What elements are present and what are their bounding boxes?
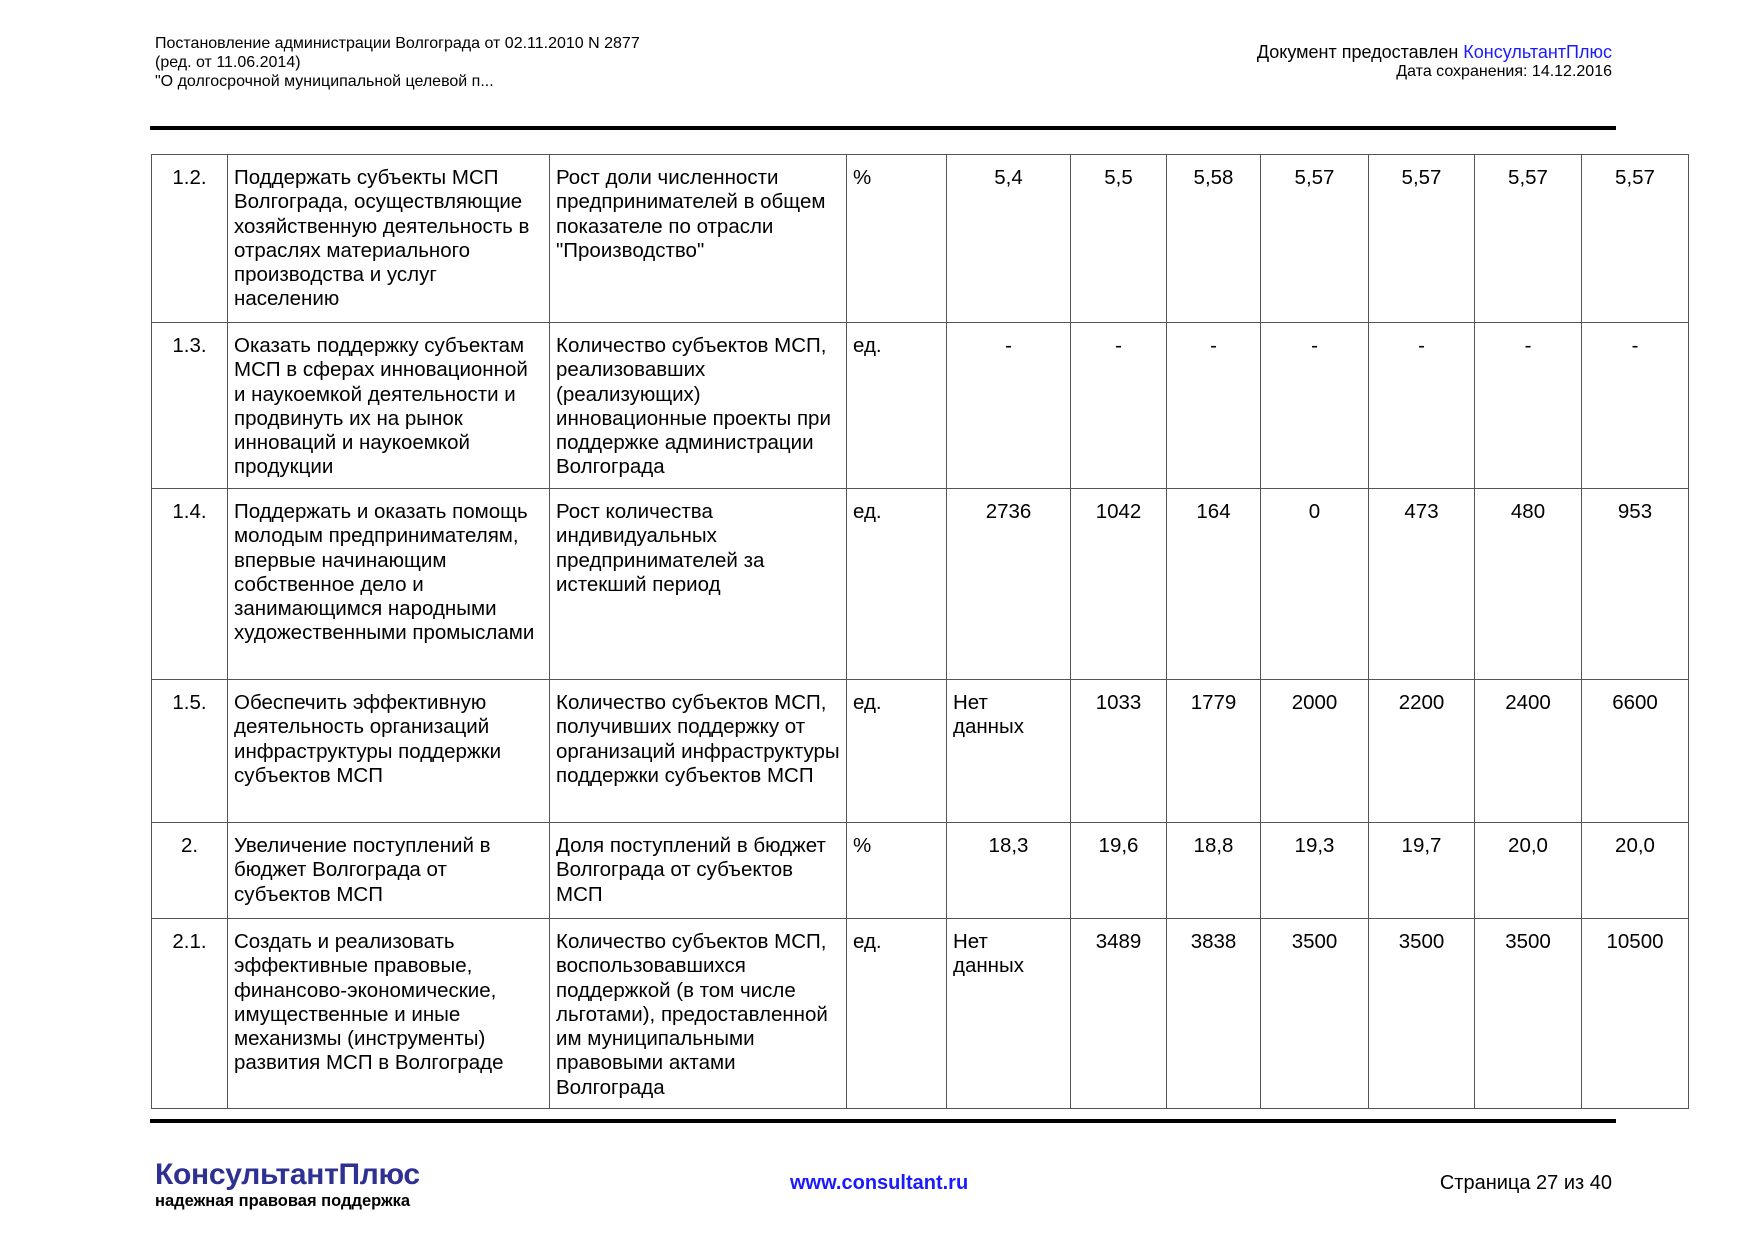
consultantplus-logo: КонсультантПлюс	[155, 1158, 420, 1191]
row-number: 2.1.	[152, 919, 228, 1109]
value-cell: 1042	[1071, 489, 1167, 680]
value-cell: -	[947, 323, 1071, 489]
unit-cell: ед.	[847, 680, 947, 823]
unit-cell: ед.	[847, 919, 947, 1109]
value-cell: 480	[1475, 489, 1582, 680]
value-cell: -	[1167, 323, 1261, 489]
value-cell: 10500	[1582, 919, 1689, 1109]
value-cell: 18,8	[1167, 823, 1261, 919]
value-cell: 953	[1582, 489, 1689, 680]
document-title-line-3: "О долгосрочной муниципальной целевой п...	[155, 73, 494, 90]
footer-divider	[150, 1119, 1616, 1123]
value-cell: 1033	[1071, 680, 1167, 823]
task-cell: Обеспечить эффективную деятельность организаций инфраструктуры поддержки субъектов МСП	[228, 680, 550, 823]
document-title-line-2: (ред. от 11.06.2014)	[155, 54, 301, 71]
indicators-table	[151, 154, 1689, 1109]
value-cell: 18,3	[947, 823, 1071, 919]
value-cell: 1779	[1167, 680, 1261, 823]
value-cell: 2736	[947, 489, 1071, 680]
indicator-cell: Доля поступлений в бюджет Волгограда от субъектов МСП	[550, 823, 847, 919]
value-cell: 473	[1369, 489, 1475, 680]
value-cell: 3500	[1261, 919, 1369, 1109]
task-cell: Оказать поддержку субъектам МСП в сферах инновационной и наукоемкой деятельности и продвинуть их на рынок инноваций и наукоемкой продукции	[228, 323, 550, 489]
table-row	[152, 823, 1689, 919]
table-row	[152, 155, 1689, 323]
value-cell: 19,7	[1369, 823, 1475, 919]
indicator-cell: Рост доли численности предпринимателей в общем показателе по отрасли "Производство"	[550, 155, 847, 323]
row-number: 1.2.	[152, 155, 228, 323]
value-cell: 5,57	[1582, 155, 1689, 323]
value-cell: 5,57	[1475, 155, 1582, 323]
task-cell: Увеличение поступлений в бюджет Волгограда от субъектов МСП	[228, 823, 550, 919]
row-number: 1.5.	[152, 680, 228, 823]
provided-by-label: Документ предоставлен	[1256, 42, 1464, 62]
indicator-cell: Количество субъектов МСП, воспользовавшихся поддержкой (в том числе льготами), предоставленной им муниципальными правовыми актами Волгограда	[550, 919, 847, 1109]
unit-cell: ед.	[847, 489, 947, 680]
value-cell: -	[1369, 323, 1475, 489]
value-cell: -	[1261, 323, 1369, 489]
value-cell: -	[1475, 323, 1582, 489]
document-title	[155, 34, 640, 91]
unit-cell: ед.	[847, 323, 947, 489]
value-cell: 5,5	[1071, 155, 1167, 323]
value-cell: 19,3	[1261, 823, 1369, 919]
value-cell: 5,58	[1167, 155, 1261, 323]
unit-cell: %	[847, 823, 947, 919]
provider-info	[1257, 42, 1612, 81]
indicator-cell: Рост количества индивидуальных предпринимателей за истекший период	[550, 489, 847, 680]
document-title-line-1: Постановление администрации Волгограда от 02.11.2010 N 2877	[155, 35, 640, 52]
table-row	[152, 919, 1689, 1109]
value-cell: 2000	[1261, 680, 1369, 823]
task-cell: Поддержать субъекты МСП Волгограда, осуществляющие хозяйственную деятельность в отраслях материального производства и услуг населению	[228, 155, 550, 323]
value-cell: 2400	[1475, 680, 1582, 823]
logo-tagline: надежная правовая поддержка	[155, 1192, 411, 1210]
header-divider	[150, 126, 1616, 130]
value-cell: 6600	[1582, 680, 1689, 823]
row-number: 1.4.	[152, 489, 228, 680]
value-cell: 5,4	[947, 155, 1071, 323]
value-cell: 0	[1261, 489, 1369, 680]
value-cell: 19,6	[1071, 823, 1167, 919]
value-cell: 3500	[1475, 919, 1582, 1109]
save-date: Дата сохранения: 14.12.2016	[1396, 63, 1612, 80]
unit-cell: %	[847, 155, 947, 323]
indicator-cell: Количество субъектов МСП, получивших поддержку от организаций инфраструктуры поддержки субъектов МСП	[550, 680, 847, 823]
value-cell: 3500	[1369, 919, 1475, 1109]
table-row	[152, 489, 1689, 680]
page-counter: Страница 27 из 40	[1439, 1172, 1612, 1194]
value-cell: 164	[1167, 489, 1261, 680]
task-cell: Поддержать и оказать помощь молодым предпринимателям, впервые начинающим собственное дело и занимающимся народными художественными промыслами	[228, 489, 550, 680]
indicator-cell: Количество субъектов МСП, реализовавших (реализующих) инновационные проекты при поддержке администрации Волгограда	[550, 323, 847, 489]
row-number: 2.	[152, 823, 228, 919]
value-cell: Нет данных	[947, 919, 1071, 1109]
value-cell: 3838	[1167, 919, 1261, 1109]
value-cell: 3489	[1071, 919, 1167, 1109]
row-number: 1.3.	[152, 323, 228, 489]
value-cell: -	[1582, 323, 1689, 489]
website-link[interactable]: www.consultant.ru	[790, 1172, 969, 1194]
task-cell: Создать и реализовать эффективные правовые, финансово-экономические, имущественные и иные механизмы (инструменты) развития МСП в Волгограде	[228, 919, 550, 1109]
value-cell: -	[1071, 323, 1167, 489]
provider-brand-link[interactable]: КонсультантПлюс	[1463, 42, 1612, 62]
table-row	[152, 323, 1689, 489]
value-cell: Нет данных	[947, 680, 1071, 823]
value-cell: 5,57	[1261, 155, 1369, 323]
value-cell: 5,57	[1369, 155, 1475, 323]
value-cell: 20,0	[1582, 823, 1689, 919]
value-cell: 20,0	[1475, 823, 1582, 919]
table-row	[152, 680, 1689, 823]
value-cell: 2200	[1369, 680, 1475, 823]
